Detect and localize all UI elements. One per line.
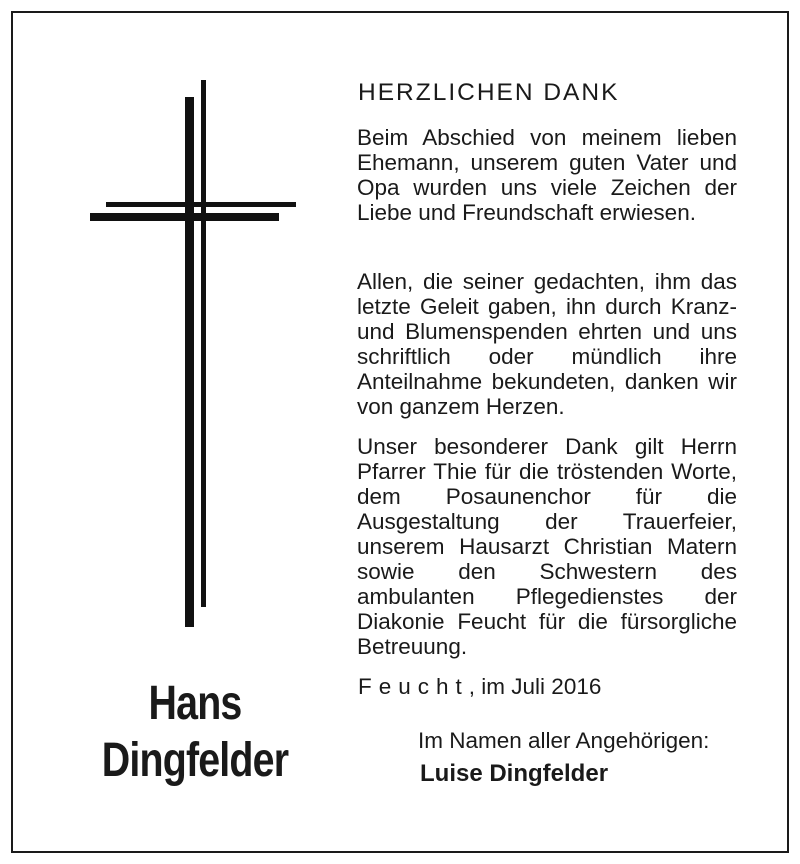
paragraph-1: Beim Abschied von meinem lieben Ehemann, unserem guten Vater und Opa wurden uns viele Zeichen der Liebe und Freundschaft erwiesen. xyxy=(357,125,737,225)
signature-name: Luise Dingfelder xyxy=(420,760,609,787)
place-date xyxy=(358,674,601,699)
place: Feucht xyxy=(358,674,469,699)
heading: HERZLICHEN DANK xyxy=(358,79,620,106)
signature-intro: Im Namen aller Angehörigen: xyxy=(418,728,710,753)
deceased-last-name: Dingfelder xyxy=(101,734,289,787)
paragraph-3: Unser besonderer Dank gilt Herrn Pfarrer Thie für die tröstenden Worte, dem Posaunenchor für die Ausgestaltung der Trauerfeier, unserem Hausarzt Christian Matern sowie den Schwestern des ambulanten Pflegedienstes der Diakonie Feucht für die fürsorgliche Betreuung. xyxy=(357,434,737,659)
deceased-first-name: Hans xyxy=(148,677,242,730)
date: , im Juli 2016 xyxy=(468,674,602,699)
paragraph-2: Allen, die seiner gedachten, ihm das letzte Geleit gaben, ihn durch Kranz- und Blumenspenden ehrten und uns schriftlich oder mündlich ihre Anteilnahme bekundeten, danken wir von ganzem Herzen. xyxy=(357,269,737,419)
